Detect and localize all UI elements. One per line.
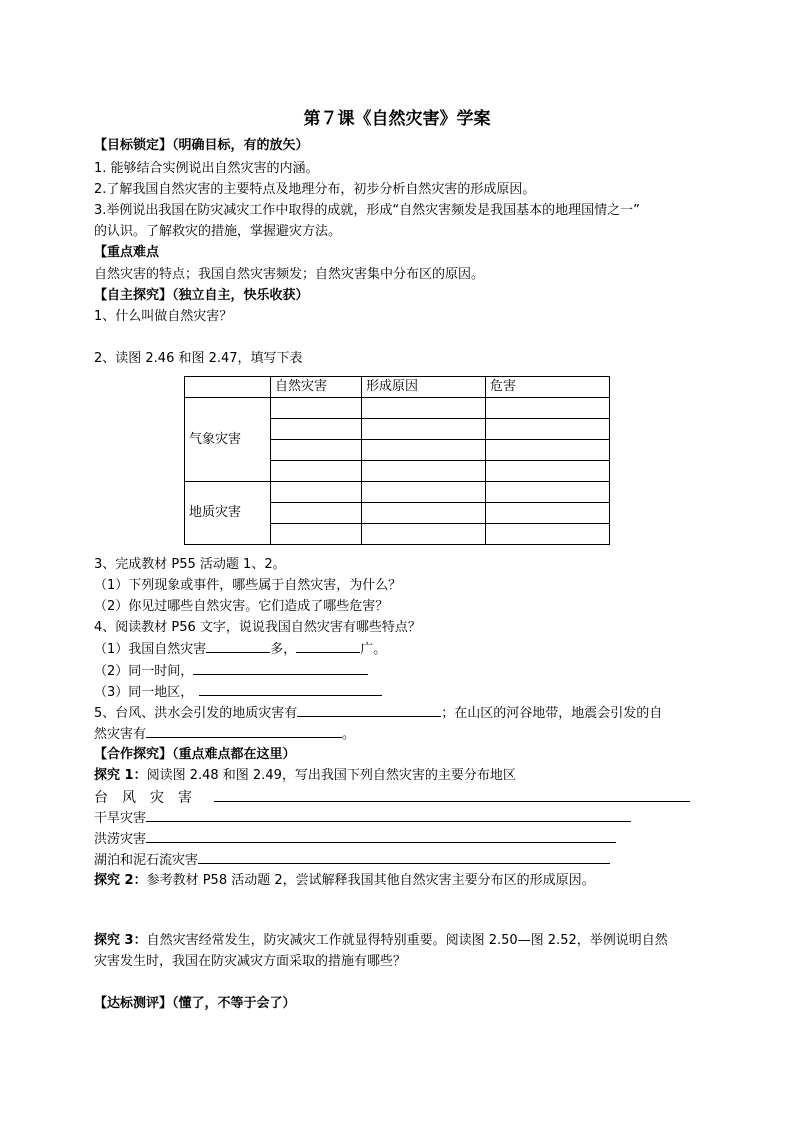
landslide-row [94, 851, 610, 870]
table-header-cause: 形成原因 [362, 377, 486, 398]
question-4b-prefix: （2）同一时间， [94, 664, 194, 679]
table-cell[interactable] [486, 482, 610, 503]
self-study-heading-subtitle: （独立自主，快乐收获） [172, 288, 309, 303]
question-4c-prefix: （3）同一地区， [94, 685, 194, 700]
table-cell[interactable] [271, 419, 362, 440]
question-5-cont-prefix: 然灾害有 [94, 727, 147, 742]
explore-2-text: 参考教材 P58 活动题 2，尝试解释我国其他自然灾害主要分布区的形成原因。 [146, 873, 595, 888]
question-5 [94, 704, 662, 723]
table-cell[interactable] [271, 503, 362, 524]
blank-line[interactable] [146, 809, 631, 822]
explore-3-label: 探究 3： [94, 933, 147, 948]
drought-label: 干旱灾害 [94, 811, 147, 826]
disaster-table [184, 376, 610, 545]
table-row [185, 377, 610, 398]
blank-line[interactable] [296, 640, 360, 653]
question-5-suffix: ；在山区的河谷地带，地震会引发的自 [441, 706, 663, 721]
table-cell[interactable] [486, 503, 610, 524]
explore-2 [94, 872, 595, 890]
typhoon-label: 台风灾害 [94, 790, 206, 806]
page-title: 第７课《自然灾害》学案 [303, 109, 491, 129]
blank-line[interactable] [146, 725, 342, 738]
blank-line[interactable] [199, 683, 382, 696]
question-4: 4、阅读教材 P56 文字，说说我国自然灾害有哪些特点？ [94, 620, 421, 635]
question-4c [94, 683, 382, 702]
table-cell [185, 377, 271, 398]
goal-heading-label: 【目标锁定】 [94, 138, 173, 153]
explore-3 [94, 932, 668, 950]
table-cell[interactable] [486, 461, 610, 482]
question-5-prefix: 5、台风、洪水会引发的地质灾害有 [94, 706, 298, 721]
table-cell[interactable] [362, 524, 486, 545]
question-3a: （1）下列现象或事件，哪些属于自然灾害，为什么？ [94, 578, 402, 593]
question-4a-prefix: （1）我国自然灾害 [94, 642, 207, 657]
explore-1 [94, 767, 516, 785]
flood-label: 洪涝灾害 [94, 832, 147, 847]
table-cell[interactable] [362, 461, 486, 482]
landslide-label: 湖泊和泥石流灾害 [94, 853, 199, 868]
coop-heading [94, 746, 296, 764]
keypoints-text: 自然灾害的特点；我国自然灾害频发；自然灾害集中分布区的原因。 [94, 267, 485, 282]
explore-1-label: 探究 1： [94, 768, 147, 783]
goal-heading [94, 137, 309, 155]
table-row [185, 482, 610, 503]
blank-line[interactable] [193, 662, 368, 675]
goal-item-3: 3.举例说出我国在防灾减灾工作中取得的成就，形成“自然灾害频发是我国基本的地理国情之一” [94, 203, 640, 218]
goal-item-2: 2.了解我国自然灾害的主要特点及地理分布，初步分析自然灾害的形成原因。 [94, 182, 536, 197]
question-4a [94, 640, 386, 659]
table-cell[interactable] [271, 398, 362, 419]
table-header-disaster: 自然灾害 [271, 377, 362, 398]
test-heading [94, 995, 296, 1013]
question-2: 2、读图 2.46 和图 2.47，填写下表 [94, 351, 303, 366]
table-cell[interactable] [271, 524, 362, 545]
table-cell[interactable] [486, 440, 610, 461]
blank-line[interactable] [206, 640, 270, 653]
question-5-cont-end: 。 [342, 727, 356, 742]
test-heading-subtitle: （懂了，不等于会了） [172, 996, 296, 1011]
explore-1-text: 阅读图 2.48 和图 2.49，写出我国下列自然灾害的主要分布地区 [146, 768, 516, 783]
question-5-cont [94, 725, 355, 744]
table-group-geological: 地质灾害 [185, 482, 271, 545]
table-cell[interactable] [362, 398, 486, 419]
goal-item-3-cont: 的认识。了解救灾的措施，掌握避灾方法。 [94, 224, 342, 239]
coop-heading-label: 【合作探究】 [94, 747, 173, 762]
question-3b: （2）你见过哪些自然灾害。它们造成了哪些危害？ [94, 599, 389, 614]
table-row [185, 398, 610, 419]
question-1: 1、什么叫做自然灾害？ [94, 309, 233, 324]
blank-line[interactable] [214, 789, 690, 802]
blank-line[interactable] [146, 830, 616, 843]
table-cell[interactable] [362, 440, 486, 461]
table-cell[interactable] [486, 419, 610, 440]
goal-item-1: 1. 能够结合实例说出自然灾害的内涵。 [94, 161, 319, 176]
explore-3-text: 自然灾害经常发生，防灾减灾工作就显得特别重要。阅读图 2.50—图 2.52，举例说明自然 [146, 933, 668, 948]
drought-row [94, 809, 631, 828]
question-3: 3、完成教材 P55 活动题 1、2。 [94, 557, 286, 572]
explore-2-label: 探究 2： [94, 873, 147, 888]
table-header-harm: 危害 [486, 377, 610, 398]
typhoon-row [94, 789, 690, 807]
flood-row [94, 830, 616, 849]
goal-heading-subtitle: （明确目标，有的放矢） [172, 138, 309, 153]
question-4a-middle: 多， [270, 642, 297, 657]
question-4b [94, 662, 368, 681]
explore-3-cont: 灾害发生时，我国在防灾减灾方面采取的措施有哪些？ [94, 954, 407, 969]
coop-heading-subtitle: （重点难点都在这里） [172, 747, 296, 762]
blank-line[interactable] [198, 851, 610, 864]
table-group-meteorological: 气象灾害 [185, 398, 271, 482]
test-heading-label: 【达标测评】 [94, 996, 173, 1011]
table-cell[interactable] [362, 482, 486, 503]
table-cell[interactable] [271, 482, 362, 503]
table-cell[interactable] [362, 419, 486, 440]
table-cell[interactable] [486, 524, 610, 545]
question-4a-end: 广。 [360, 642, 387, 657]
self-study-heading [94, 287, 309, 305]
keypoints-heading: 【重点难点 [94, 245, 160, 260]
table-cell[interactable] [271, 440, 362, 461]
self-study-heading-label: 【自主探究】 [94, 288, 173, 303]
table-cell[interactable] [271, 461, 362, 482]
table-cell[interactable] [362, 503, 486, 524]
blank-line[interactable] [297, 704, 441, 717]
table-cell[interactable] [486, 398, 610, 419]
